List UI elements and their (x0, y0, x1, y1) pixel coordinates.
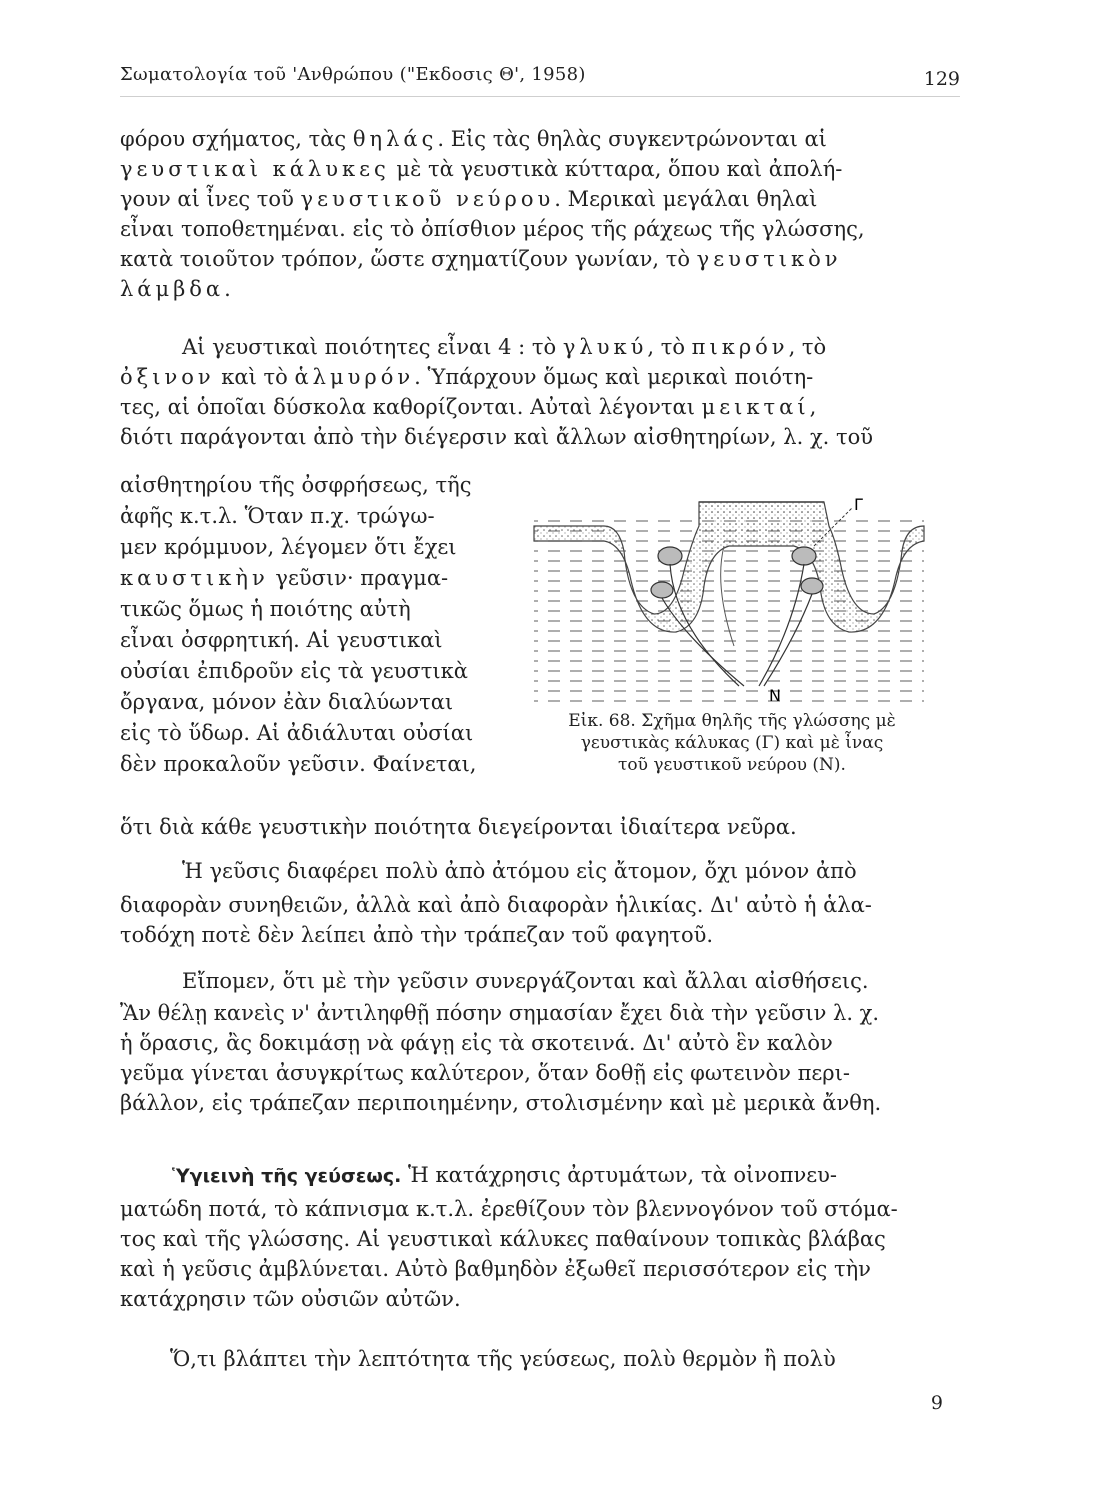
paragraph-2-end: ὅτι διὰ κάθε γευστικὴν ποιότητα διεγείρονται ἰδιαίτερα νεῦρα. (120, 815, 797, 839)
running-title: Σωματολογία τοῦ 'Ανθρώπου ("Εκδοσις Θ', 1958) (120, 64, 586, 85)
signature-mark: 9 (930, 1392, 943, 1414)
figure-caption: Εἰκ. 68. Σχῆμα θηλῆς τῆς γλώσσης μὲ γευστικὰς κάλυκας (Γ) καὶ μὲ ἶνας τοῦ γευστικοῦ νεύρου (Ν). (568, 711, 896, 775)
wrapped-text-column: αἰσθητηρίου τῆς ὀσφρήσεως, τῆς ἀφῆς κ.τ.λ. Ὅταν π.χ. τρώγω- μεν κρόμμυον, λέγομεν ὅτι ἔχει καυστικὴν γεῦσιν· πραγμα- τικῶς ὅμως ἡ ποιότης αὐτὴ εἶναι ὀσφρητική. Αἱ γευστικαὶ οὐσίαι ἐπιδροῦν εἰς τὰ γευστικὰ ὄργανα, μόνον ἐὰν διαλύωνται εἰς τὸ ὕδωρ. Αἱ ἀδιάλυται οὐσίαι δὲν προκαλοῦν γεῦσιν. Φαίνεται, (120, 473, 477, 776)
paragraph-2: Αἱ γευστικαὶ ποιότητες εἶναι 4 : τὸ γλυκύ, τὸ πικρόν, τὸ (182, 335, 827, 359)
papilla-figure (524, 486, 942, 706)
section-heading: Ὑγιεινὴ τῆς γεύσεως. (172, 1165, 402, 1187)
taste-bud-right-upper (792, 547, 816, 565)
paragraph-5-cont: ματώδη ποτά, τὸ κάπνισμα κ.τ.λ. ἐρεθίζουν τὸν βλεννογόνον τοῦ στόμα- τος καὶ τῆς γλώσσης. Αἱ γευστικαὶ κάλυκες παθαίνουν τοπικὰς βλάβας καὶ ἡ γεῦσις ἀμβλύνεται. Αὐτὸ βαθμηδὸν ἐξωθεῖ περισσότερον εἰς τὴν κατάχρησιν τῶν οὐσιῶν αὐτῶν. (120, 1197, 898, 1311)
paragraph-3-cont: διαφορὰν συνηθειῶν, ἀλλὰ καὶ ἀπὸ διαφορὰν ἡλικίας. Δι' αὐτὸ ἡ ἁλα- τοδόχη ποτὲ δὲν λείπει ἀπὸ τὴν τράπεζαν τοῦ φαγητοῦ. (120, 893, 872, 947)
taste-bud-right-lower (801, 578, 823, 594)
label-gamma: Γ (854, 495, 863, 514)
paragraph-2-cont: ὀξινον καὶ τὸ ἁλμυρόν. Ὑπάρχουν ὅμως καὶ μερικαὶ ποιότη- τες, αἱ ὁποῖαι δύσκολα καθορίζονται. Αὐταὶ λέγονται μεικταί, διότι παράγονται ἀπὸ τὴν διέγερσιν καὶ ἄλλων αἰσθητηρίων, λ. χ. τοῦ (120, 365, 874, 449)
paragraph-3: Ἡ γεῦσις διαφέρει πολὺ ἀπὸ ἀτόμου εἰς ἄτομον, ὄχι μόνον ἀπὸ (182, 859, 857, 883)
paragraph-6: Ὅ,τι βλάπτει τὴν λεπτότητα τῆς γεύσεως, πολὺ θερμὸν ἢ πολὺ (170, 1347, 836, 1371)
label-n: N (769, 686, 781, 705)
taste-bud-left-lower (651, 582, 673, 598)
taste-bud-left-upper (658, 547, 682, 565)
paragraph-5: Ὑγιεινὴ τῆς γεύσεως. Ἡ κατάχρησις ἀρτυμάτων, τὰ οἰνοπνευ- (172, 1163, 837, 1187)
page-number: 129 (923, 68, 960, 90)
paragraph-4: Εἴπομεν, ὅτι μὲ τὴν γεῦσιν συνεργάζονται καὶ ἄλλαι αἰσθήσεις. (182, 969, 869, 993)
paragraph-1: φόρου σχήματος, τὰς θηλάς. Εἰς τὰς θηλὰς συγκεντρώνονται αἱ γευστικαὶ κάλυκες μὲ τὰ γευστικὰ κύτταρα, ὅπου καὶ ἀπολή- γουν αἱ ἶνες τοῦ γευστικοῦ νεύρου. Μερικαὶ μεγάλαι θηλαὶ εἶναι τοποθετημέναι. εἰς τὸ ὀπίσθιον μέρος τῆς ράχεως τῆς γλώσσης, κατὰ τοιοῦτον τρόπον, ὥστε σχηματίζουν γωνίαν, τὸ γευστικὸν λάμβδα. (120, 127, 865, 301)
running-header (120, 62, 960, 97)
paragraph-4-cont: Ἂν θέλῃ κανεὶς ν' ἀντιληφθῇ πόσην σημασίαν ἔχει διὰ τὴν γεῦσιν λ. χ. ἡ ὅρασις, ἂς δοκιμάσῃ νὰ φάγῃ εἰς τὰ σκοτεινά. Δι' αὐτὸ ἓν καλὸν γεῦμα γίνεται ἀσυγκρίτως καλύτερον, ὅταν δοθῇ εἰς φωτεινὸν περι- βάλλον, εἰς τράπεζαν περιποιημένην, στολισμένην καὶ μὲ μερικὰ ἄνθη. (120, 1001, 882, 1115)
